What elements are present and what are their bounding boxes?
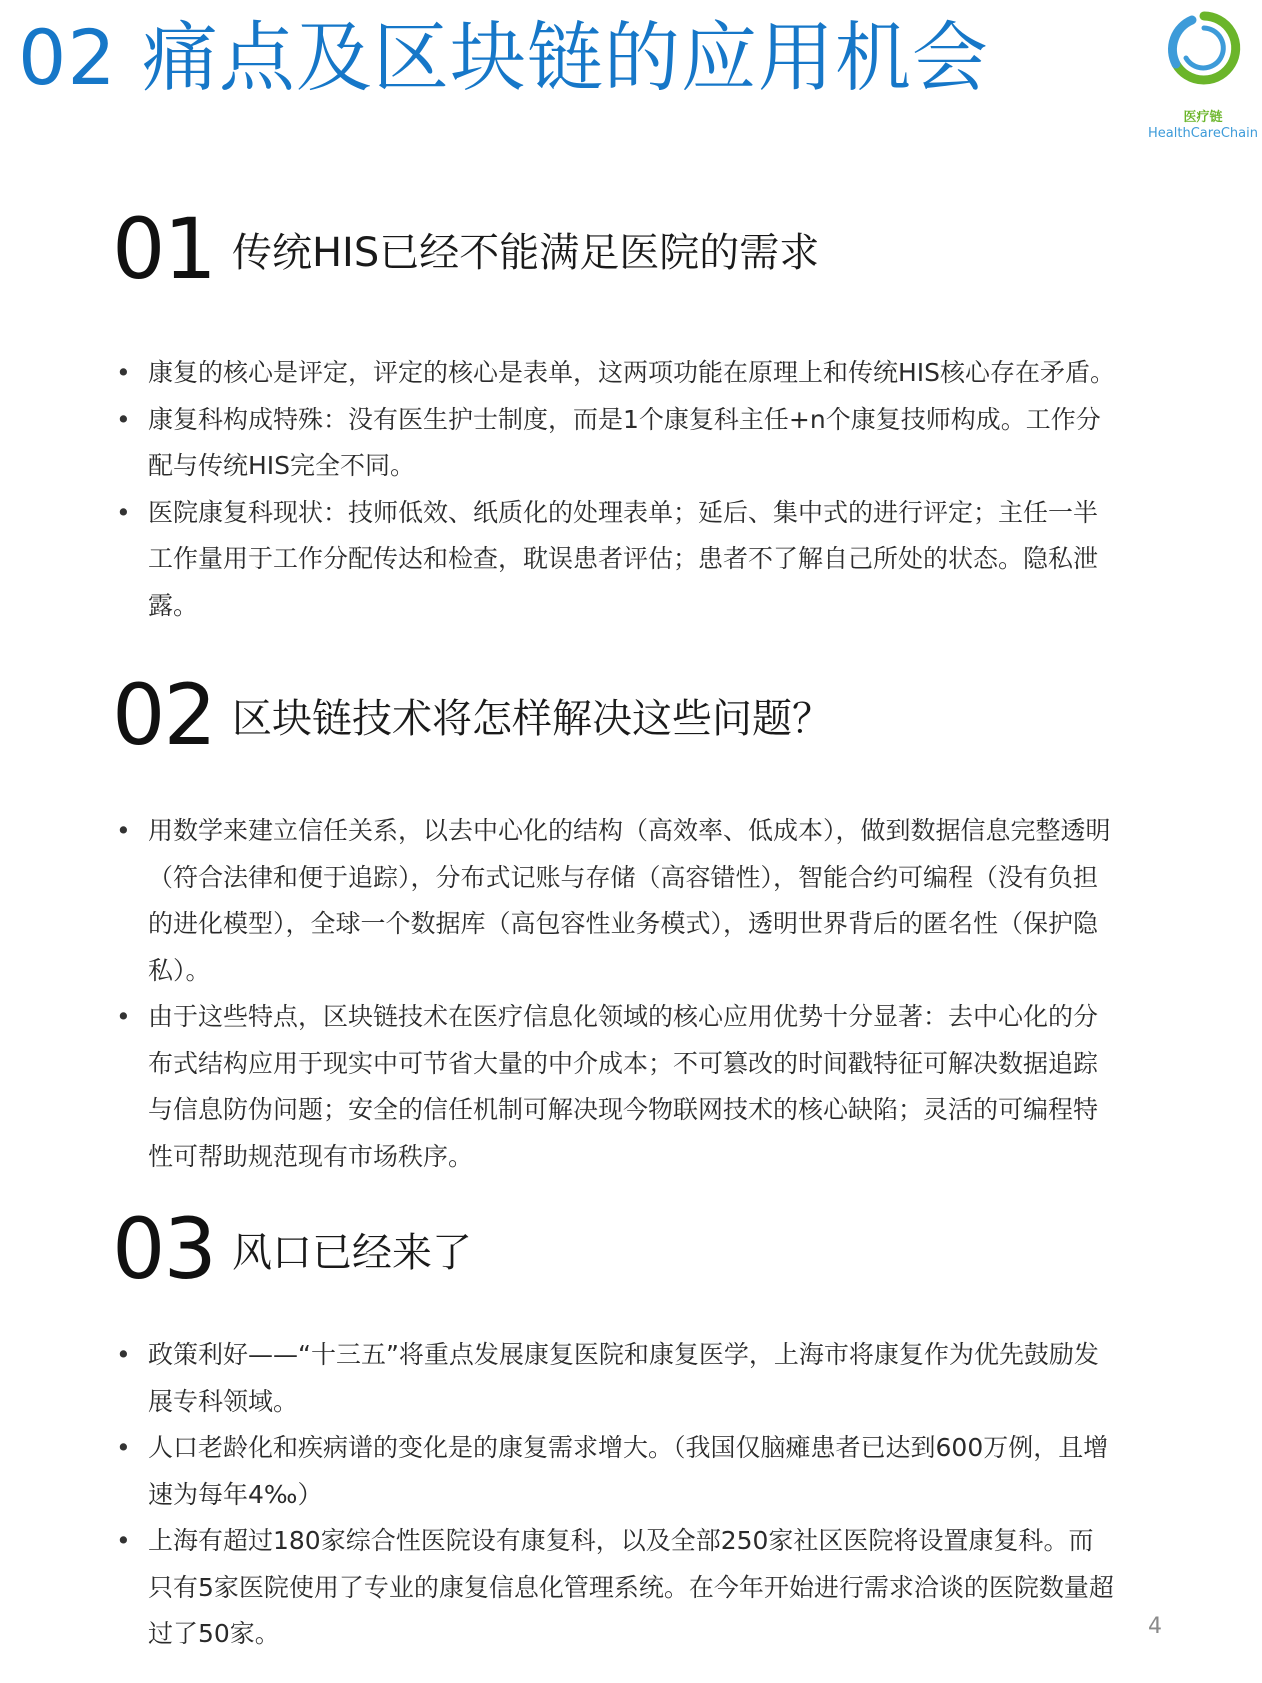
list-item: • 医院康复科现状：技师低效、纸质化的处理表单；延后、集中式的进行评定；主任一半工作量用于工作分配传达和检查，耽误患者评估；患者不了解自己所处的状态。隐私泄露。 <box>116 490 1116 630</box>
list-item: • 康复科构成特殊：没有医生护士制度，而是1个康复科主任+n个康复技师构成。工作分配与传统HIS完全不同。 <box>116 397 1116 490</box>
section-number: 02 <box>112 666 215 764</box>
healthcarechain-logo <box>1148 6 1258 146</box>
section-01-bullets <box>116 350 1116 629</box>
section-02-heading <box>112 666 832 764</box>
section-01-heading <box>112 200 819 298</box>
section-title: 传统HIS已经不能满足医院的需求 <box>231 229 820 276</box>
section-number: 03 <box>112 1200 215 1298</box>
logo-text-en: HealthCareChain <box>1148 126 1258 141</box>
section-02-bullets <box>116 808 1116 1180</box>
section-title: 风口已经来了 <box>231 1229 472 1276</box>
section-03-bullets <box>116 1332 1116 1658</box>
list-item: • 人口老龄化和疾病谱的变化是的康复需求增大。（我国仅脑瘫患者已达到600万例，且增速为每年4‰） <box>116 1425 1116 1518</box>
page-title: 02 痛点及区块链的应用机会 <box>18 13 989 102</box>
section-03-heading <box>112 1200 472 1298</box>
section-title: 区块链技术将怎样解决这些问题？ <box>231 695 832 742</box>
list-item: • 康复的核心是评定，评定的核心是表单，这两项功能在原理上和传统HIS核心存在矛盾。 <box>116 350 1116 397</box>
logo-text-cn: 医疗链 <box>1183 110 1223 125</box>
logo-ring-icon <box>1164 6 1244 96</box>
page-number: 4 <box>1148 1614 1162 1639</box>
list-item: • 由于这些特点，区块链技术在医疗信息化领域的核心应用优势十分显著：去中心化的分布式结构应用于现实中可节省大量的中介成本；不可篡改的时间戳特征可解决数据追踪与信息防伪问题；安全的信任机制可解决现今物联网技术的核心缺陷；灵活的可编程特性可帮助规范现有市场秩序。 <box>116 994 1116 1180</box>
list-item: • 政策利好——“十三五”将重点发展康复医院和康复医学，上海市将康复作为优先鼓励发展专科领域。 <box>116 1332 1116 1425</box>
list-item: • 上海有超过180家综合性医院设有康复科，以及全部250家社区医院将设置康复科。而只有5家医院使用了专业的康复信息化管理系统。在今年开始进行需求洽谈的医院数量超过了50家。 <box>116 1518 1116 1658</box>
list-item: • 用数学来建立信任关系，以去中心化的结构（高效率、低成本），做到数据信息完整透明（符合法律和便于追踪），分布式记账与存储（高容错性），智能合约可编程（没有负担的进化模型），全球一个数据库（高包容性业务模式），透明世界背后的匿名性（保护隐私）。 <box>116 808 1116 994</box>
section-number: 01 <box>112 200 215 298</box>
